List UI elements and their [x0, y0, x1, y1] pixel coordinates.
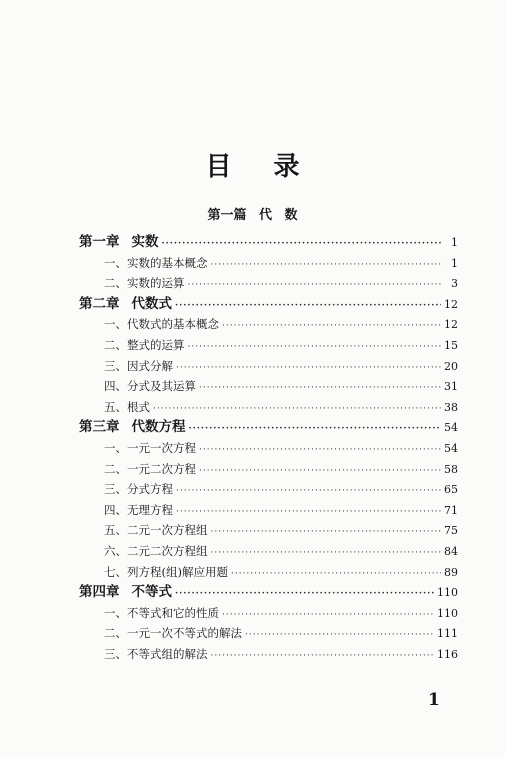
dot-leader	[188, 337, 442, 357]
section-title: 二、一元二次方程	[104, 461, 196, 476]
section-title: 七、列方程(组)解应用题	[104, 564, 228, 579]
toc-page-number: 38	[444, 400, 458, 414]
section-label	[104, 562, 228, 582]
page-title	[0, 146, 505, 183]
chapter-label	[79, 417, 186, 437]
toc-chapter-row	[79, 294, 458, 314]
toc-page-number: 111	[437, 627, 458, 641]
section-title: 四、分式及其运算	[104, 379, 196, 394]
toc-page-number: 1	[451, 256, 458, 270]
dot-leader	[189, 419, 442, 439]
chapter-title: 代数方程	[131, 419, 186, 436]
page-number: 1	[428, 690, 440, 710]
toc-page-number: 12	[444, 318, 458, 332]
section-title: 一、实数的基本概念	[104, 255, 208, 270]
dot-leader	[211, 522, 442, 542]
section-label	[104, 520, 208, 540]
section-label	[104, 314, 219, 334]
section-title: 一、一元一次方程	[104, 441, 196, 455]
chapter-label	[79, 232, 159, 252]
section-label	[104, 623, 242, 643]
chapter-label	[79, 582, 172, 602]
chapter-title: 代数式	[131, 295, 172, 312]
section-title: 三、不等式组的解法	[104, 647, 208, 661]
section-title: 四、无理方程	[104, 502, 173, 517]
toc-section-row	[104, 273, 458, 293]
dot-leader	[175, 584, 434, 604]
section-title: 五、二元一次方程组	[104, 523, 208, 538]
dot-leader	[199, 440, 441, 460]
chapter-number: 第三章	[79, 419, 120, 436]
section-label	[104, 541, 208, 561]
toc-page-number: 110	[437, 586, 458, 600]
toc-section-row	[104, 438, 458, 458]
toc-page-number: 75	[444, 524, 458, 538]
section-title: 二、一元一次不等式的解法	[104, 626, 242, 641]
toc-section-row	[104, 397, 458, 417]
dot-leader	[199, 378, 441, 398]
section-label	[104, 335, 185, 355]
toc-section-row	[104, 335, 458, 355]
toc-section-row	[104, 314, 458, 334]
chapter-label	[79, 294, 172, 314]
toc-section-row	[104, 500, 458, 520]
toc-page-number: 89	[444, 565, 458, 579]
section-title: 三、因式分解	[104, 358, 173, 373]
toc-section-row	[104, 562, 458, 582]
section-label	[104, 603, 219, 623]
toc-section-row	[104, 623, 458, 643]
dot-leader	[176, 358, 441, 378]
dot-leader	[162, 234, 442, 254]
toc-page-number: 12	[444, 297, 458, 311]
toc-section-row	[104, 459, 458, 479]
toc-section-row	[104, 479, 458, 499]
title-char-1: 目	[205, 152, 232, 182]
toc-page-number: 3	[451, 277, 458, 291]
dot-leader	[153, 399, 441, 419]
section-title: 二、整式的运算	[104, 338, 185, 352]
section-title: 一、不等式和它的性质	[104, 605, 219, 620]
section-label	[104, 253, 208, 273]
toc-section-row	[104, 356, 458, 376]
toc-page-number: 116	[437, 648, 458, 661]
toc-section-row	[104, 603, 458, 623]
section-title: 三、分式方程	[104, 482, 173, 497]
toc-chapter-row	[79, 582, 458, 602]
section-label	[104, 376, 196, 396]
dot-leader	[176, 502, 441, 522]
title-char-2: 录	[273, 152, 300, 182]
chapter-number: 第一章	[79, 234, 120, 250]
dot-leader	[211, 255, 442, 275]
dot-leader	[222, 605, 434, 625]
dot-leader	[211, 543, 442, 563]
dot-leader	[211, 646, 435, 666]
dot-leader	[175, 296, 441, 316]
chapter-number: 第四章	[79, 584, 120, 601]
section-label	[104, 397, 150, 417]
toc-chapter-row	[79, 232, 458, 252]
section-label	[104, 500, 173, 520]
toc-page-number: 110	[437, 606, 458, 620]
chapter-number: 第二章	[79, 295, 120, 312]
section-label	[104, 479, 173, 499]
toc-section-row	[104, 253, 458, 273]
dot-leader	[176, 481, 441, 501]
toc-section-row	[104, 520, 458, 540]
section-label	[104, 459, 196, 479]
dot-leader	[231, 564, 441, 584]
toc-page-number: 71	[444, 503, 458, 517]
section-title: 五、根式	[104, 399, 150, 414]
dot-leader	[222, 316, 441, 336]
dot-leader	[199, 461, 441, 481]
toc-page-number: 54	[444, 421, 458, 435]
part-title: 第一篇 代 数	[207, 208, 298, 223]
section-label	[104, 273, 185, 293]
section-title: 二、实数的运算	[104, 276, 185, 291]
toc-page-number: 15	[444, 339, 458, 352]
toc-section-row	[104, 644, 458, 664]
section-title: 六、二元二次方程组	[104, 544, 208, 558]
toc-page-number: 54	[444, 442, 458, 455]
dot-leader	[245, 625, 434, 645]
toc-section-row	[104, 541, 458, 561]
section-label	[104, 644, 208, 664]
toc-page-number: 20	[444, 359, 458, 373]
toc-page-number: 1	[451, 236, 458, 249]
toc-page-number: 31	[444, 380, 458, 394]
chapter-title: 实数	[131, 234, 159, 250]
section-label	[104, 356, 173, 376]
section-label	[104, 438, 196, 458]
toc-page-number: 58	[444, 462, 458, 476]
chapter-title: 不等式	[131, 584, 172, 601]
toc-section-row	[104, 376, 458, 396]
toc-page-number: 84	[444, 545, 458, 558]
toc-page-number: 65	[444, 483, 458, 497]
dot-leader	[188, 275, 442, 295]
toc-chapter-row	[79, 417, 458, 437]
section-title: 一、代数式的基本概念	[104, 317, 219, 332]
